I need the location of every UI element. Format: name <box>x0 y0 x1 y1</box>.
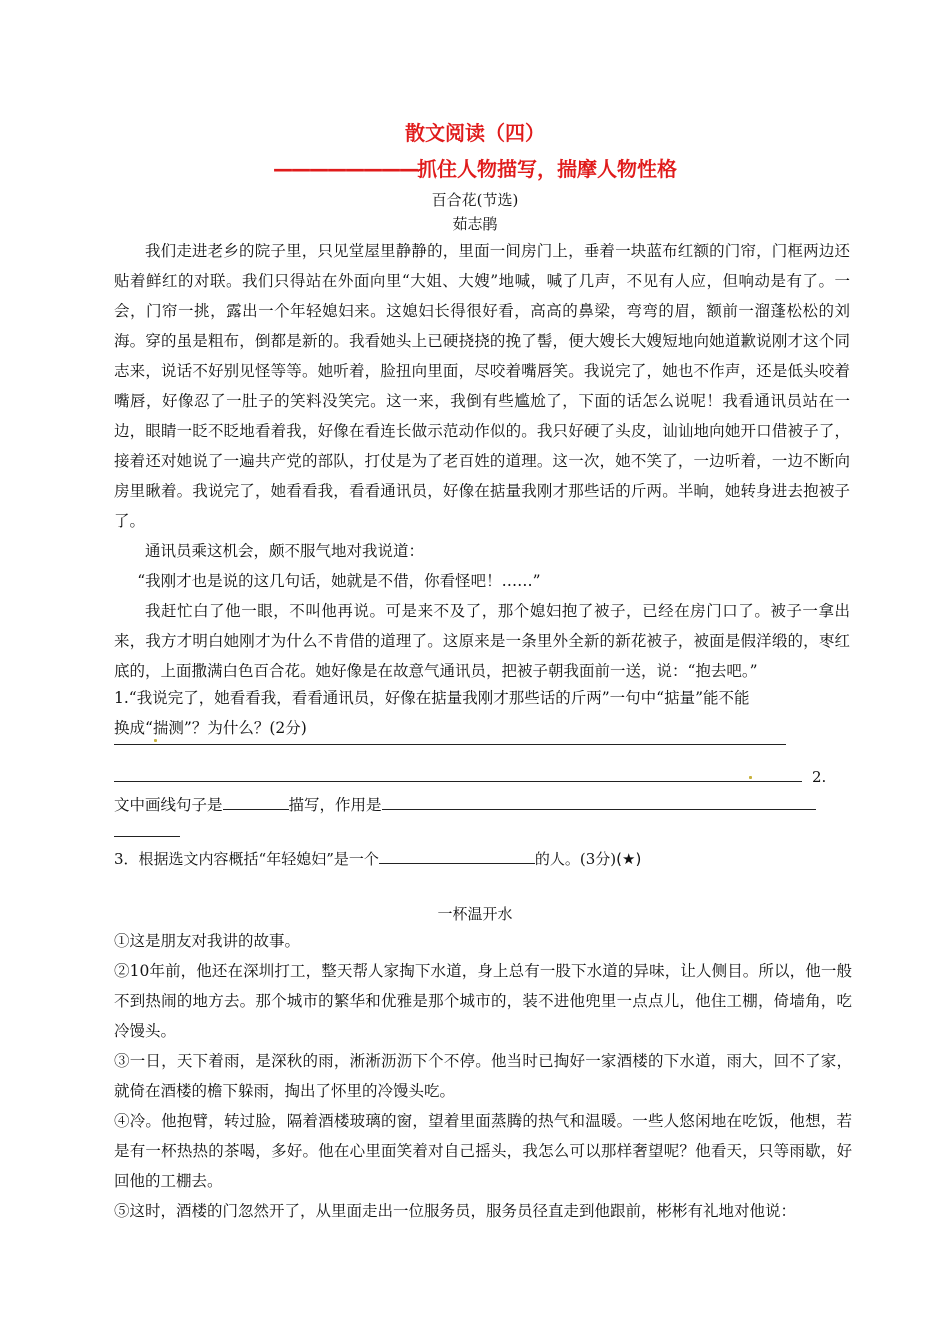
passage1-title: 百合花(节选) <box>431 191 519 209</box>
question-2-middle: 描写，作用是 <box>288 796 382 814</box>
passage1-author: 茹志鹃 <box>452 215 498 233</box>
answer-line-1[interactable] <box>114 744 786 745</box>
page-subtitle <box>0 154 950 184</box>
answer-line-3[interactable] <box>114 836 180 837</box>
question-2-blank-type[interactable] <box>223 793 289 810</box>
passage2-title: 一杯温开水 <box>437 905 513 923</box>
question-1-line-2: 换成“揣测”？为什么？(2分) <box>114 719 307 737</box>
passage1-paragraph: 我们走进老乡的院子里，只见堂屋里静静的，里面一间房门上，垂着一块蓝布红额的门帘，门框两边还贴着鲜红的对联。我们只得站在外面向里“大姐、大嫂”地喊，喊了几声，不见有人应，但响动是有了。一会，门帘一挑，露出一个年轻媳妇来。这媳妇长得很好看，高高的鼻梁，弯弯的眉，额前一溜蓬松松的刘海。穿的虽是粗布，倒都是新的。我看她头上已硬挠挠的挽了髻，便大嫂长大嫂短地向她道歉说刚才这个同志来，说话不好别见怪等等。她听着，脸扭向里面，尽咬着嘴唇笑。我说完了，她也不作声，还是低头咬着嘴唇，好像忍了一肚子的笑料没笑完。这一来，我倒有些尴尬了，下面的话怎么说呢！我看通讯员站在一边，眼睛一眨不眨地看着我，好像在看连长做示范动作似的。我只好硬了头皮，讪讪地向她开口借被子了，接着还对她说了一遍共产党的部队，打仗是为了老百姓的道理。这一次，她不笑了，一边听着，一边不断向房里瞅着。我说完了，她看看我，看看通讯员，好像在掂量我刚才那些话的斤两。半晌，她转身进去抱被子了。 <box>114 242 850 530</box>
question-2-prefix: 文中画线句子是 <box>114 796 223 814</box>
star-icon: (★) <box>616 850 642 868</box>
passage1-paragraph: “我刚才也是说的这几句话，她就是不借，你看怪吧！……” <box>137 572 541 590</box>
answer-line-2[interactable] <box>114 781 802 782</box>
scan-speck <box>154 739 157 742</box>
passage1-paragraph: 我赶忙白了他一眼，不叫他再说。可是来不及了，那个媳妇抱了被子，已经在房门口了。被子一拿出来，我方才明白她刚才为什么不肯借的道理了。这原来是一条里外全新的新花被子，被面是假洋缎的，枣红底的，上面撒满白色百合花。她好像是在故意气通讯员，把被子朝我面前一送，说：“抱去吧。” <box>114 602 850 680</box>
question-2-text <box>114 791 816 819</box>
passage2-body <box>114 926 852 1226</box>
subtitle-text: 抓住人物描写，揣摩人物性格 <box>417 157 677 181</box>
passage2-paragraph: ①这是朋友对我讲的故事。 <box>114 932 301 950</box>
passage1-paragraph: 通讯员乘这机会，颇不服气地对我说道： <box>145 542 425 560</box>
passage2-paragraph: ②10年前，他还在深圳打工，整天帮人家掏下水道，身上总有一股下水道的异味，让人侧目。所以，他一般不到热闹的地方去。那个城市的繁华和优雅是那个城市的，装不进他兜里一点点儿，他住工棚，倚墙角，吃冷馒头。 <box>114 962 852 1040</box>
question-2-blank-effect[interactable] <box>382 793 816 810</box>
passage2-paragraph: ⑤这时，酒楼的门忽然开了，从里面走出一位服务员，服务员径直走到他跟前，彬彬有礼地对他说： <box>114 1202 797 1220</box>
page-title: 散文阅读（四） <box>405 121 545 145</box>
subtitle-dashes: ———————— <box>273 157 417 181</box>
question-1-line-1: 1.“我说完了，她看看我，看看通讯员，好像在掂量我刚才那些话的斤两”一句中“掂量”能不能 <box>114 689 750 707</box>
question-3-blank[interactable] <box>379 847 535 864</box>
passage2-paragraph: ③一日，天下着雨，是深秋的雨，淅淅沥沥下个不停。他当时已掏好一家酒楼的下水道，雨大，回不了家，就倚在酒楼的檐下躲雨，掏出了怀里的冷馒头吃。 <box>114 1052 852 1100</box>
passage2-paragraph: ④冷。他抱臂，转过脸，隔着酒楼玻璃的窗，望着里面蒸腾的热气和温暖。一些人悠闲地在吃饭，他想，若是有一杯热热的茶喝，多好。他在心里面笑着对自己摇头，我怎么可以那样奢望呢？他看天，只等雨歇，好回他的工棚去。 <box>114 1112 852 1190</box>
question-3-text <box>114 846 641 872</box>
question-2-number: 2. <box>812 768 827 786</box>
question-3-prefix: 3．根据选文内容概括“年轻媳妇”是一个 <box>114 850 379 868</box>
passage1-body <box>114 236 850 686</box>
scan-speck <box>749 776 752 779</box>
question-3-suffix: 的人。(3分) <box>534 850 617 868</box>
